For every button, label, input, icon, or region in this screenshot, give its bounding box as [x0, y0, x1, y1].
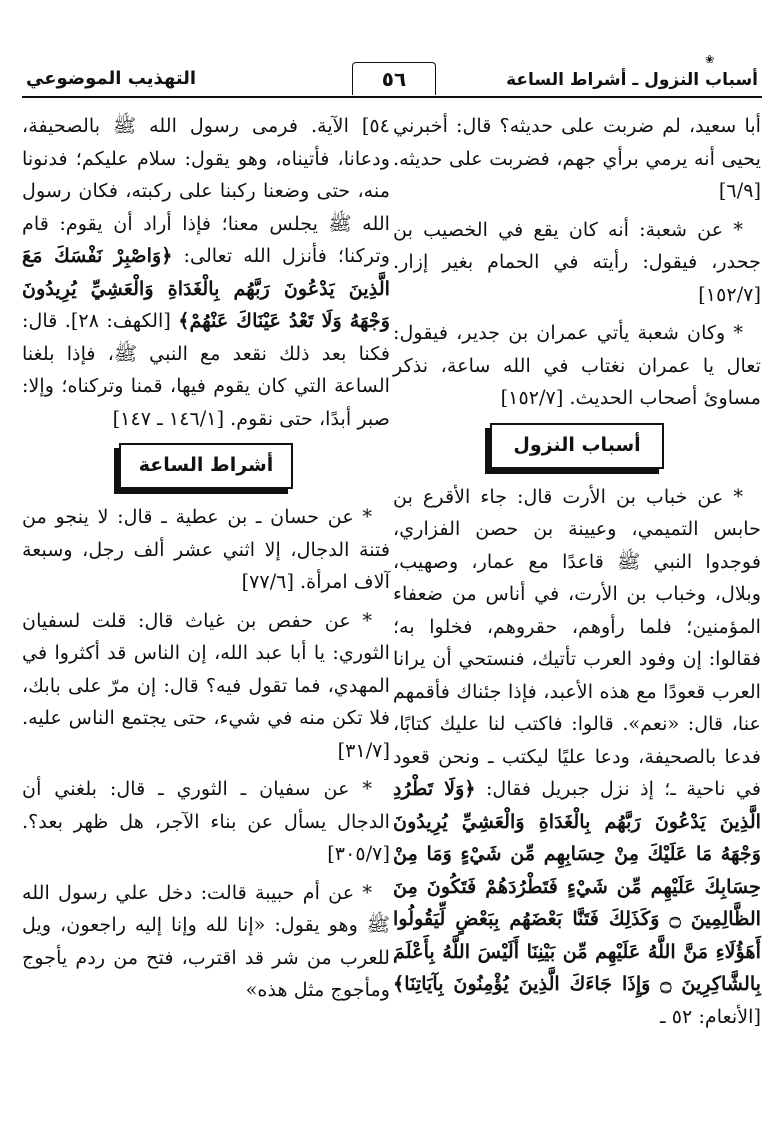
after-quran-text: [الكهف: ٢٨]. قال: فكنا بعد ذلك نقعد مع النبي ﷺ، فإذا بلغنا الساعة التي كان يقوم فيها، قمنا وتركناه؛ وإلا: صبر أبدًا، حتى نقوم. [١٤٦/١ ـ ١٤٧]	[22, 309, 390, 430]
paragraph: * عن حسان ـ بن عطية ـ قال: لا ينجو من فتنة الدجال، إلا اثني عشر ألف رجل، وسبعة آلاف امرأة. [٧٧/٦]	[22, 505, 390, 593]
paragraph: * عن سفيان ـ الثوري ـ قال: بلغني أن الدجال يسأل عن بناء الآجر، هل ظهر بعد؟. [٣٠٥/٧]	[22, 777, 390, 865]
continuation-text: ٥٤] الآية. فرمى رسول الله ﷺ بالصحيفة، ودعانا، فأتيناه، وهو يقول: سلام عليكم؛ فدنونا منه، حتى وضعنا ركبنا على ركبته، فكان رسول الله ﷺ يجلس معنا؛ فإذا أراد أن يقوم: قام وتركنا؛ فأنزل الله تعالى:	[22, 114, 390, 267]
paragraph-continuation	[22, 110, 390, 435]
quran-verse: ﴿وَاصْبِرْ نَفْسَكَ مَعَ الَّذِينَ يَدْعُونَ رَبَّهُم بِالْغَدَاةِ وَالْعَشِيِّ يُرِيدُونَ وَجْهَهُ وَلَا تَعْدُ عَيْنَاكَ عَنْهُمْ﴾	[22, 244, 391, 332]
page-number-text: ٥٦	[381, 67, 407, 91]
header-chapter-title: أسباب النزول ـ أشراط الساعة	[506, 70, 758, 90]
left-column	[22, 110, 390, 1013]
quran-reference: [الأنعام: ٥٢ ـ	[659, 1004, 761, 1028]
ornament-icon: ❀	[705, 53, 715, 66]
header-book-title: التهذيب الموضوعي	[26, 68, 197, 89]
paragraph: أبا سعيد، لم ضربت على حديثه؟ قال: أخبرني يحيى أنه يرمي برأي جهم، فضربت على حديثه. [٦/٩]	[393, 114, 761, 202]
header-rule	[22, 96, 762, 98]
right-column	[393, 110, 761, 1039]
asbab-narration: * عن خباب بن الأرت قال: جاء الأقرع بن حابس التميمي، وعيينة بن حصن الفزاري، فوجدوا النبي ﷺ قاعدًا مع عمار، وصهيب، وبلال، وخباب بن الأرت، في أناس من ضعفاء المؤمنين؛ فلما رأوهم، حقروهم، فخلوا به؛ فقالوا: إن وفود العرب تأتيك، فنستحي أن يرانا العرب قعودًا مع هذه الأعبد، فإذا جئناك فأقمهم عنا، قال: «نعم». قالوا: فاكتب لنا عليك كتابًا، فدعا بالصحيفة، ودعا عليًا ليكتب ـ ونحن قعود في ناحية ـ؛ إذ نزل جبريل فقال:	[393, 484, 761, 800]
paragraph-asbab	[393, 481, 761, 1034]
running-header	[22, 53, 762, 96]
section-heading-ashrat: أشراط الساعة	[119, 443, 293, 489]
paragraph: * عن أم حبيبة قالت: دخل علي رسول الله ﷺ وهو يقول: «إنا لله وإنا إليه راجعون، ويل للعرب من شر قد اقترب، فتح من ردم يأجوج ومأجوج مثل هذه»	[22, 880, 390, 1001]
paragraph: * عن حفص بن غياث قال: قلت لسفيان الثوري: يا أبا عبد الله، إن الناس قد أكثروا في المهدي، فما تقول فيه؟ قال: إن مرّ على بابك، فلا تكن منه في شيء، حتى يجتمع الناس عليه. [٣١/٧]	[22, 608, 390, 762]
paragraph: * عن شعبة: أنه كان يقع في الخصيب بن جحدر، فيقول: رأيته في الحمام بغير إزار. [١٥٢/٧]	[393, 217, 761, 306]
section-heading-asbab: أسباب النزول	[490, 423, 664, 469]
paragraph: * وكان شعبة يأتي عمران بن جدير، فيقول: تعال يا عمران نغتاب في الله ساعة، نذكر مساوئ أصحاب الحديث. [١٥٢/٧]	[393, 321, 761, 409]
quran-verse: ﴿وَلَا تَطْرُدِ الَّذِينَ يَدْعُونَ رَبَّهُم بِالْغَدَاةِ وَالْعَشِيِّ يُرِيدُونَ وَجْهَهُ مَا عَلَيْكَ مِنْ حِسَابِهِم مِّن شَيْءٍ وَمَا مِنْ حِسَابِكَ عَلَيْهِم مِّن شَيْءٍ فَتَطْرُدَهُمْ فَتَكُونَ مِنَ الظَّالِمِينَ ۝ وَكَذَلِكَ فَتَنَّا بَعْضَهُم بِبَعْضٍ لِّيَقُولُوا أَهَؤُلَاءِ مَنَّ اللَّهُ عَلَيْهِم مِّن بَيْنِنَا أَلَيْسَ اللَّهُ بِأَعْلَمَ بِالشَّاكِرِينَ ۝ وَإِذَا جَاءَكَ الَّذِينَ يُؤْمِنُونَ بِآيَاتِنَا﴾	[393, 777, 762, 995]
